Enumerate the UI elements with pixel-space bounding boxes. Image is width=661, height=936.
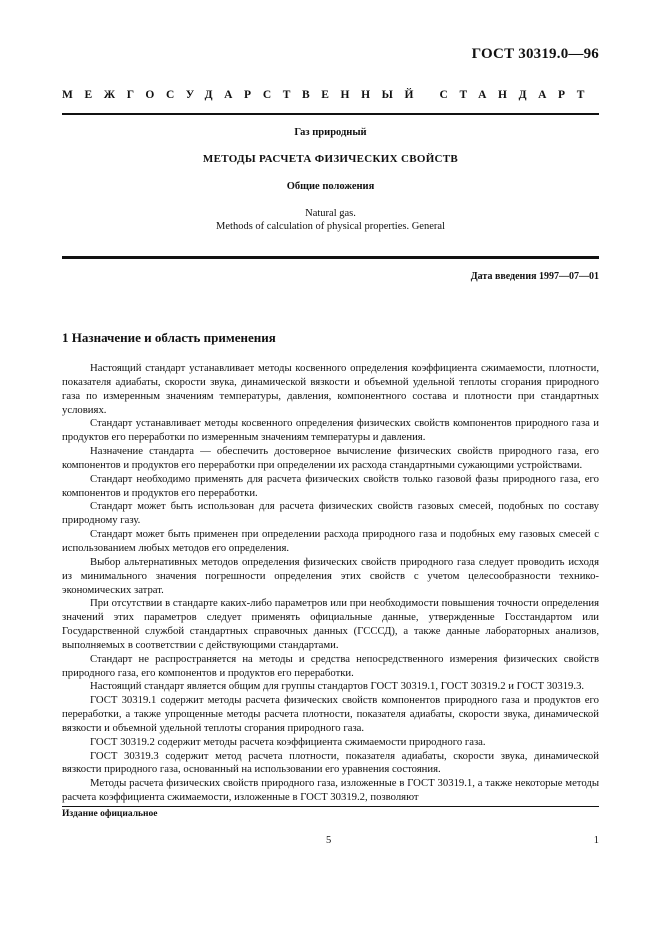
header-divider xyxy=(62,113,599,115)
english-title xyxy=(62,207,599,233)
paragraph: Стандарт может быть использован для расчета физических свойств газовых смесей, подобных по составу природному газу. xyxy=(62,500,599,527)
paragraph: ГОСТ 30319.2 содержит методы расчета коэффициента сжимаемости природного газа. xyxy=(90,735,486,748)
paragraph: Выбор альтернативных методов определения физических свойств природного газа следует проводить исходя из минимального значения погрешности определения этих свойств с учетом целесообразности технико-экономических затрат. xyxy=(62,555,599,596)
document-code: ГОСТ 30319.0—96 xyxy=(471,46,599,62)
paragraph: Настоящий стандарт устанавливает методы косвенного определения коэффициента сжимаемости, плотности, показателя адиабаты, скорости звука, динамической вязкости и объемной удельной теплоты сгорания природного газа по измеренным значениям температуры, давления, компонентного состава и плотности при стандартных условиях. xyxy=(62,362,599,416)
introduction-date: Дата введения 1997—07—01 xyxy=(470,271,599,282)
paragraph: ГОСТ 30319.1 содержит методы расчета физических свойств компонентов природного газа и продуктов его переработки, а также упрощенные методы расчета плотности, показателя адиабаты, скорости звука, динамической вязкости и объемной удельной теплоты сгорания природного газа. xyxy=(62,694,599,734)
paragraph: Методы расчета физических свойств природного газа, изложенные в ГОСТ 30319.1, а также некоторые методы расчета коэффициента сжимаемости, изложенные в ГОСТ 30319.2, позволяют xyxy=(62,777,599,804)
section-body xyxy=(62,362,599,805)
english-title-line-1: Natural gas. xyxy=(305,208,356,219)
paragraph: Стандарт не распространяется на методы и средства непосредственного измерения физических свойств природного газа, его компонентов и продуктов его переработки. xyxy=(62,652,599,679)
paragraph: Настоящий стандарт является общим для группы стандартов ГОСТ 30319.1, ГОСТ 30319.2 и ГОСТ 30319.3. xyxy=(90,680,585,693)
paragraph: ГОСТ 30319.3 содержит метод расчета плотности, показателя адиабаты, скорости звука, динамической вязкости природного газа, основанный на использовании его уравнения состояния. xyxy=(62,749,599,776)
paragraph: Стандарт может быть применен при определении расхода природного газа и подобных ему газовых смесей с использованием любых методов его определения. xyxy=(62,528,599,554)
page-number-center: 5 xyxy=(326,835,332,846)
footer-divider xyxy=(62,806,599,807)
page-number-right: 1 xyxy=(593,835,599,846)
english-title-line-2: Methods of calculation of physical properties. General xyxy=(216,221,445,232)
document-title: МЕТОДЫ РАСЧЕТА ФИЗИЧЕСКИХ СВОЙСТВ xyxy=(202,153,459,165)
standard-type-banner: МЕЖГОСУДАРСТВЕННЫЙ СТАНДАРТ xyxy=(62,89,597,101)
title-divider xyxy=(62,256,599,259)
paragraph: Стандарт необходимо применять для расчета физических свойств только газовой фазы природного газа, его компонентов и продуктов его переработки. xyxy=(62,472,599,499)
paragraph: Назначение стандарта — обеспечить достоверное вычисление физических свойств природного газа, его компонентов и продуктов его переработки при определении их расхода стандартными сужающими устройствами. xyxy=(62,445,599,471)
paragraph: При отсутствии в стандарте каких-либо параметров или при необходимости повышения точности определения значений этих параметров следует применять официальные данные, утвержденные Госстандартом или Государственной службой стандартных справочных данных (ГСССД), а также данные лабораторных анализов, выполняемых в соответствии с действующими стандартами. xyxy=(62,597,599,651)
edition-label: Издание официальное xyxy=(62,809,158,819)
document-subject: Газ природный xyxy=(294,127,367,138)
paragraph: Стандарт устанавливает методы косвенного определения физических свойств компонентов природного газа и продуктов его переработки по измеренным значениям температуры и давления. xyxy=(62,417,599,444)
document-subtitle: Общие положения xyxy=(286,181,375,192)
section-heading: 1 Назначение и область применения xyxy=(62,330,276,345)
